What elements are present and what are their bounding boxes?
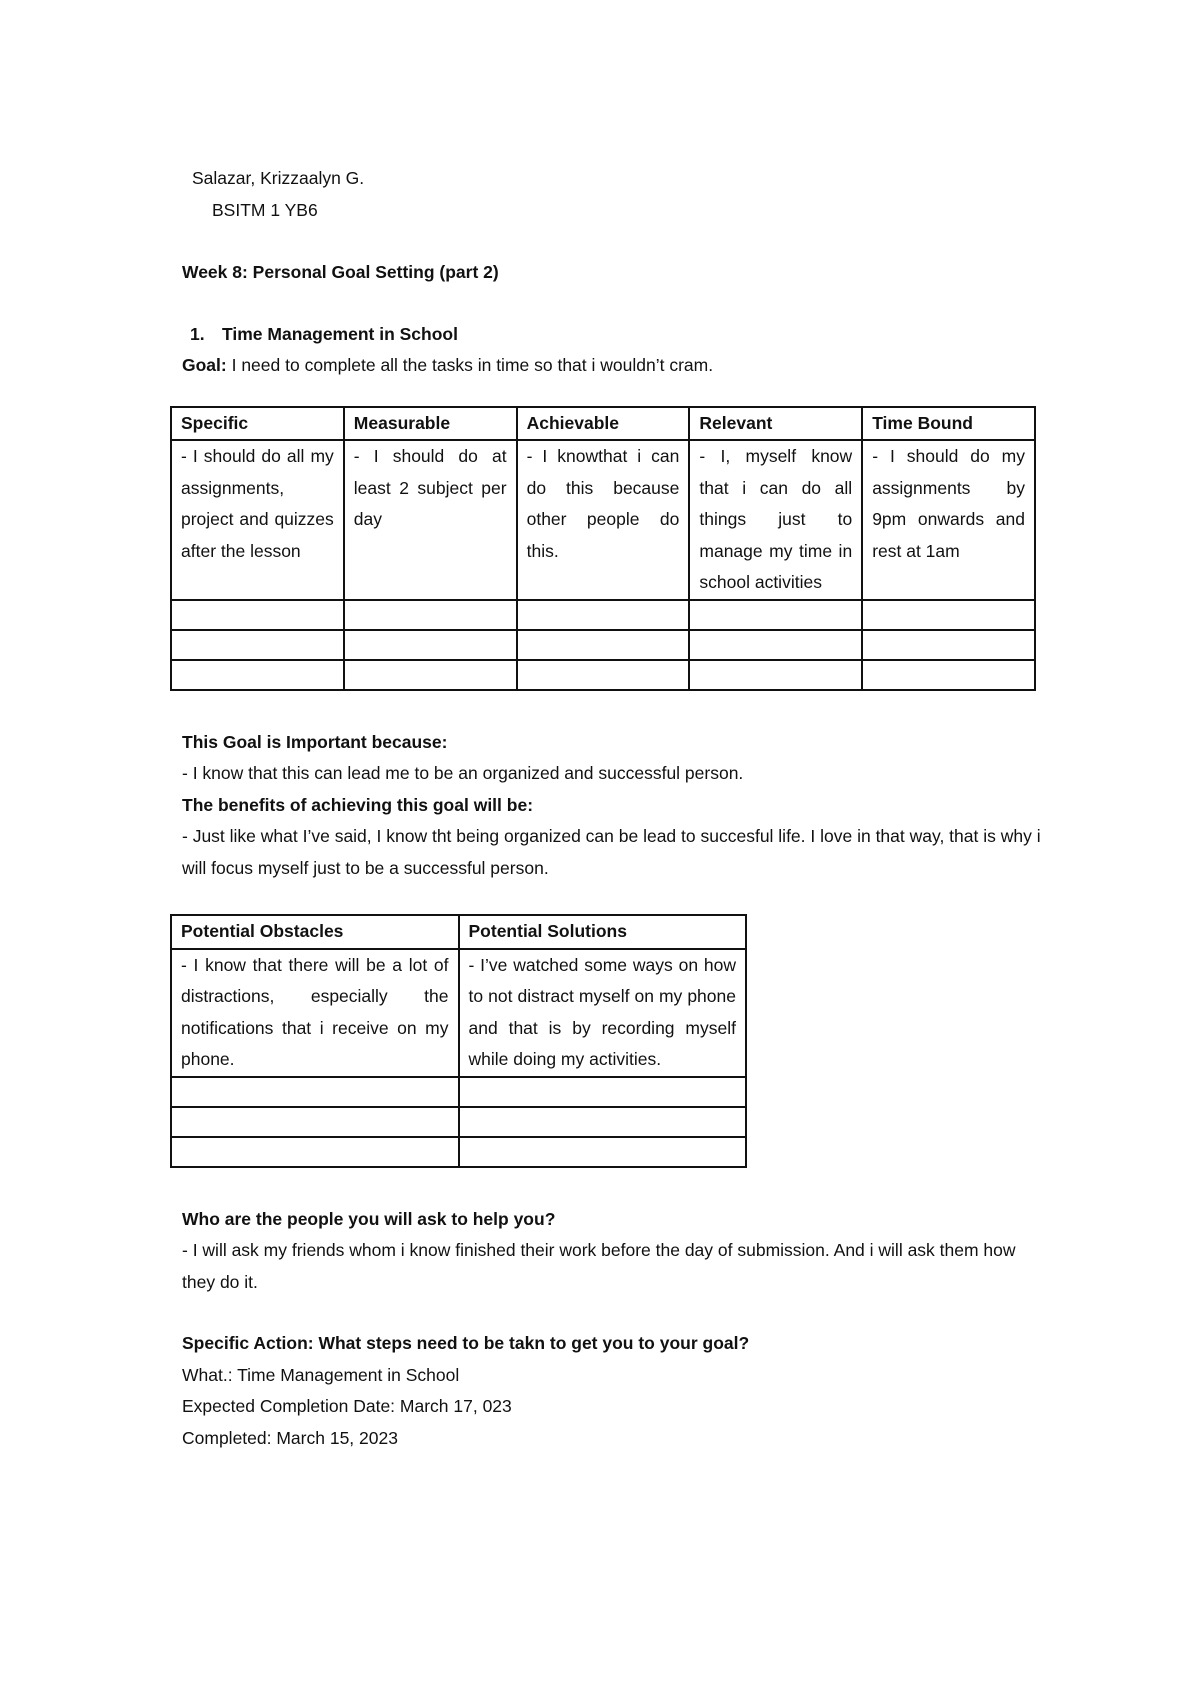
smart-header-row xyxy=(171,407,1035,441)
empty-cell xyxy=(517,630,690,660)
cell-obstacle: - I know that there will be a lot of distractions, especially the notifications that i receive on my phone. xyxy=(171,949,459,1077)
empty-cell xyxy=(171,630,344,660)
empty-cell xyxy=(459,1077,747,1107)
header-specific: Specific xyxy=(171,407,344,441)
header-relevant: Relevant xyxy=(689,407,862,441)
student-course: BSITM 1 YB6 xyxy=(212,199,318,220)
empty-cell xyxy=(459,1107,747,1137)
header-obstacles: Potential Obstacles xyxy=(171,915,459,949)
action-label: Specific Action: What steps need to be takn to get you to your goal? xyxy=(182,1333,750,1353)
empty-cell xyxy=(171,660,344,690)
student-name: Salazar, Krizzaalyn G. xyxy=(192,168,365,188)
document-page xyxy=(182,163,1042,1454)
obstacles-empty-row xyxy=(171,1107,746,1137)
empty-cell xyxy=(517,660,690,690)
cell-specific: - I should do all my assignments, project and quizzes after the lesson xyxy=(171,440,344,600)
goal-line xyxy=(182,350,1042,382)
smart-empty-row xyxy=(171,660,1035,690)
importance-label: This Goal is Important because: xyxy=(182,731,448,752)
obstacles-table xyxy=(170,914,747,1168)
empty-cell xyxy=(171,1077,459,1107)
empty-cell xyxy=(344,660,517,690)
header-solutions: Potential Solutions xyxy=(459,915,747,949)
empty-cell xyxy=(171,1107,459,1137)
empty-cell xyxy=(862,660,1035,690)
spacer xyxy=(182,1168,1042,1204)
header-achievable: Achievable xyxy=(517,407,690,441)
smart-table xyxy=(170,406,1036,691)
importance-text: - I know that this can lead me to be an organized and successful person. xyxy=(182,763,744,783)
smart-empty-row xyxy=(171,600,1035,630)
obstacles-header-row xyxy=(171,915,746,949)
empty-cell xyxy=(862,600,1035,630)
cell-solution: - I’ve watched some ways on how to not distract myself on my phone and that is by recording myself while doing my activities. xyxy=(459,949,747,1077)
goal-label: Goal: xyxy=(182,355,227,375)
smart-content-row xyxy=(171,440,1035,600)
empty-cell xyxy=(459,1137,747,1167)
cell-relevant: - I, myself know that i can do all things just to manage my time in school activities xyxy=(689,440,862,600)
spacer xyxy=(182,1298,1042,1328)
cell-achievable: - I knowthat i can do this because other people do this. xyxy=(517,440,690,600)
helpers-label: Who are the people you will ask to help you? xyxy=(182,1208,556,1229)
obstacles-empty-row xyxy=(171,1077,746,1107)
empty-cell xyxy=(689,600,862,630)
obstacles-content-row xyxy=(171,949,746,1077)
empty-cell xyxy=(517,600,690,630)
page-title: Week 8: Personal Goal Setting (part 2) xyxy=(182,262,499,282)
header-measurable: Measurable xyxy=(344,407,517,441)
empty-cell xyxy=(344,630,517,660)
empty-cell xyxy=(689,660,862,690)
empty-cell xyxy=(344,600,517,630)
goal-text: I need to complete all the tasks in time so that i wouldn’t cram. xyxy=(226,355,714,375)
helpers-text: - I will ask my friends whom i know finished their work before the day of submission. And i will ask them how they do it. xyxy=(182,1240,1016,1292)
empty-cell xyxy=(171,1137,459,1167)
section-heading-text: Time Management in School xyxy=(222,323,458,344)
spacer xyxy=(182,691,1042,727)
cell-measurable: - I should do at least 2 subject per day xyxy=(344,440,517,600)
header-time-bound: Time Bound xyxy=(862,407,1035,441)
section-number: 1. xyxy=(190,323,205,344)
empty-cell xyxy=(689,630,862,660)
obstacles-empty-row xyxy=(171,1137,746,1167)
smart-empty-row xyxy=(171,630,1035,660)
action-expected-date: Expected Completion Date: March 17, 023 xyxy=(182,1396,512,1416)
empty-cell xyxy=(171,600,344,630)
empty-cell xyxy=(862,630,1035,660)
action-completed-date: Completed: March 15, 2023 xyxy=(182,1427,398,1448)
section-heading xyxy=(182,319,1042,351)
action-what: What.: Time Management in School xyxy=(182,1364,460,1385)
benefits-text: - Just like what I’ve said, I know tht being organized can be lead to succesful life. I love in that way, that is why i will focus myself just to be a successful person. xyxy=(182,826,1041,878)
benefits-label: The benefits of achieving this goal will be: xyxy=(182,794,534,815)
cell-time-bound: - I should do my assignments by 9pm onwards and rest at 1am xyxy=(862,440,1035,600)
